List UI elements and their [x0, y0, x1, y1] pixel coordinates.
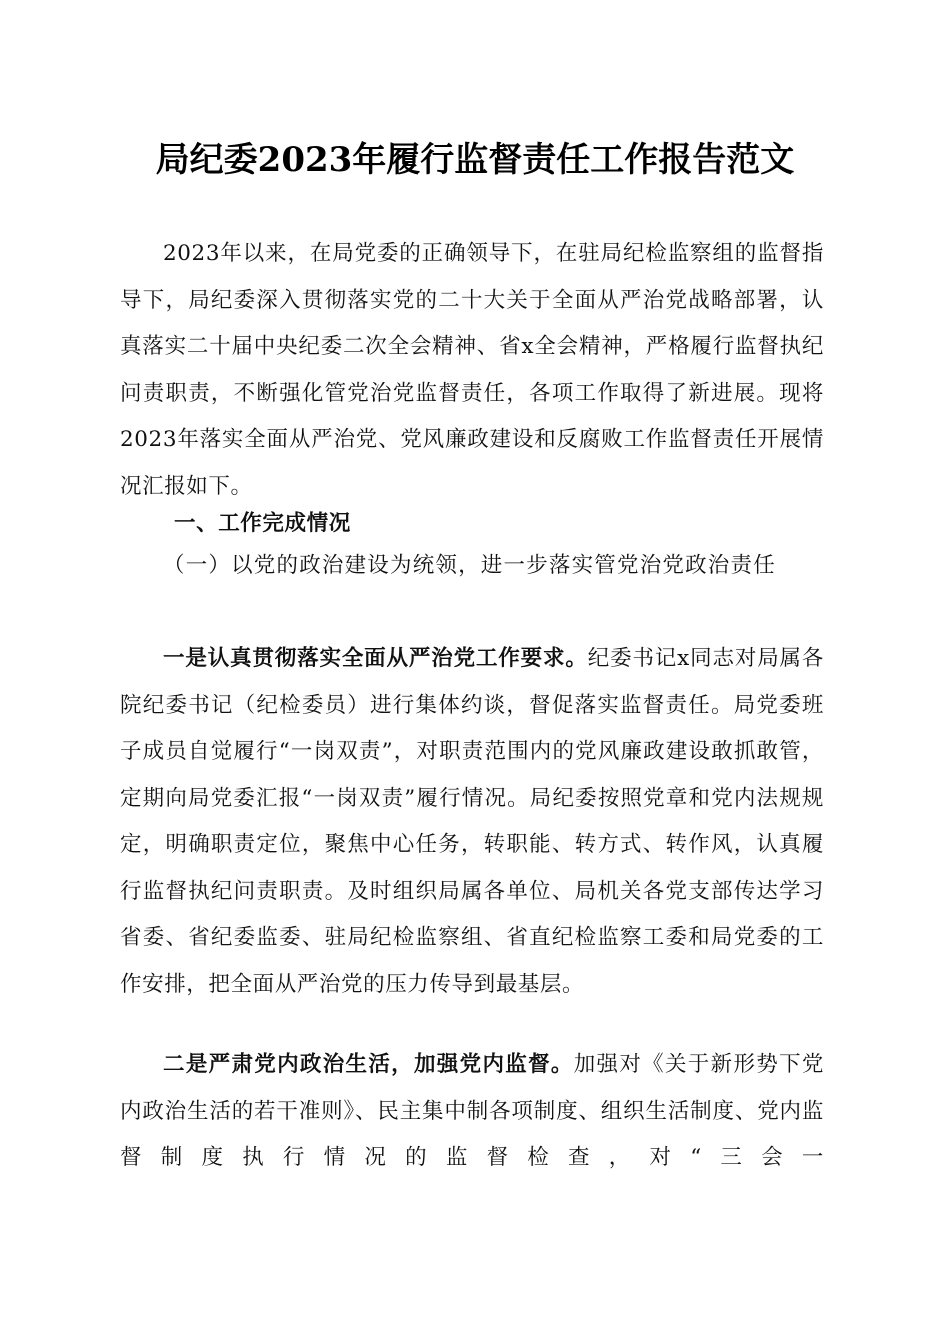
paragraph-1-body: 纪委书记x同志对局属各院纪委书记（纪检委员）进行集体约谈，督促落实监督责任。局党委班子成员自觉履行“一岗双责”，对职责范围内的党风廉政建设敢抓敢管，定期向局党委汇报“一岗双责”履行情况。局纪委按照党章和党内法规规定，明确职责定位，聚焦中心任务，转职能、转方式、转作风，认真履行监督执纪问责职责。及时组织局属各单位、局机关各党支部传达学习省委、省纪委监委、驻局纪检监察组、省直纪检监察工委和局党委的工作安排，把全面从严治党的压力传导到最基层。 [120, 646, 824, 997]
document-title: 局纪委2023年履行监督责任工作报告范文 [155, 140, 795, 180]
paragraph-1 [120, 636, 824, 1008]
paragraph-2 [120, 1042, 824, 1182]
paragraph-2-lead: 二是严肃党内政治生活，加强党内监督。 [163, 1052, 574, 1077]
intro-paragraph: 2023年以来，在局党委的正确领导下，在驻局纪检监察组的监督指导下，局纪委深入贯彻落实党的二十大关于全面从严治党战略部署，认真落实二十届中央纪委二次全会精神、省x全会精神，严格履行监督执纪问责职责，不断强化管党治党监督责任，各项工作取得了新进展。现将2023年落实全面从严治党、党风廉政建设和反腐败工作监督责任开展情况汇报如下。 [120, 241, 824, 499]
intro-block [120, 231, 824, 510]
subsection-block [120, 543, 824, 590]
section-heading: 一、工作完成情况 [174, 511, 351, 536]
paragraph-2-block [120, 1042, 824, 1182]
paragraph-1-lead: 一是认真贯彻落实全面从严治党工作要求。 [163, 646, 588, 671]
paragraph-1-block [120, 636, 824, 1008]
paragraph-2-body: 加强对《关于新形势下党内政治生活的若干准则》、民主集中制各项制度、组织生活制度、党内监督制度执行情况的监督检查，对“三会一 [120, 1052, 824, 1170]
subsection-heading: （一）以党的政治建设为统领，进一步落实管党治党政治责任 [163, 553, 776, 578]
